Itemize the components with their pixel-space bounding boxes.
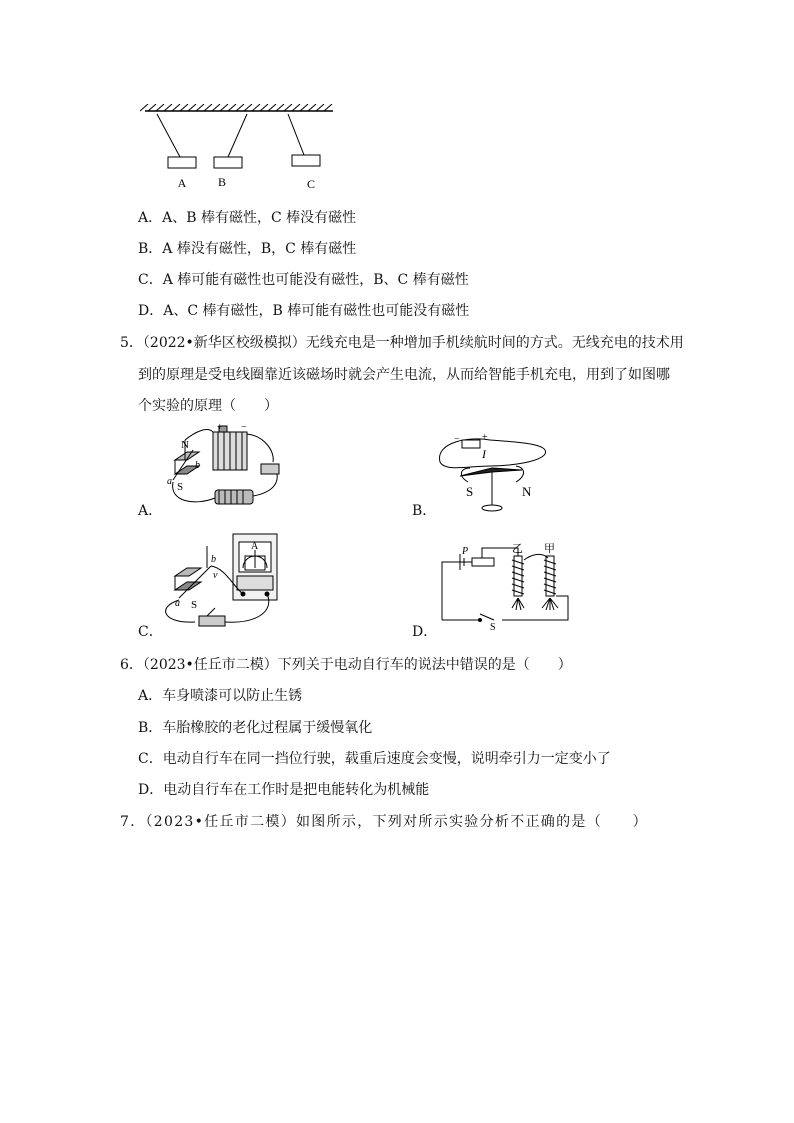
fig-b-plus-label: + <box>482 432 488 443</box>
fig-a-b-label: b <box>195 460 200 471</box>
label-A: A <box>177 176 187 190</box>
figure-c-galvanometer-circuit <box>155 528 295 633</box>
q6-option-c: C．电动自行车在同一挡位行驶，载重后速度会变慢，说明牵引力一定变小了 <box>138 751 611 767</box>
q7-stem: 7．（2023•任丘市二模）如图所示，下列对所示实验分析不正确的是（ ） <box>120 814 648 830</box>
q5-stem-line-1: 5．（2022•新华区校级模拟）无线充电是一种增加手机续航时间的方式。无线充电的技术用 <box>120 335 684 351</box>
figure-d-electromagnets-circuit <box>432 540 582 630</box>
fig-c-b-label: b <box>211 554 216 565</box>
q5-stem-line-2: 到的原理是受电线圈靠近该磁场时就会产生电流，从而给智能手机充电，用到了如图哪 <box>138 367 670 383</box>
q5-choice-c-label: C． <box>138 624 163 640</box>
fig-a-n-label: N <box>181 439 189 451</box>
fig-b-n-label: N <box>522 484 532 499</box>
q6-option-a: A．车身喷漆可以防止生锈 <box>138 688 303 704</box>
figure-b-oersted-experiment <box>430 432 555 522</box>
fig-c-v-label: v <box>213 570 218 581</box>
q5-choice-b-label: B． <box>412 503 437 519</box>
label-B: B <box>217 175 227 189</box>
fig-a-minus-label: − <box>241 422 247 433</box>
fig-d-p-label: P <box>462 546 469 557</box>
fig-c-s-label: S <box>191 599 198 611</box>
q5-choice-d-label: D． <box>412 624 438 640</box>
fig-b-current-label: I <box>482 447 486 461</box>
q4-option-b: B．A 棒没有磁性，B，C 棒有磁性 <box>138 241 357 257</box>
fig-a-a-label: a <box>167 476 172 487</box>
fig-c-a-label: a <box>175 598 180 609</box>
q4-option-a: A．A、B 棒有磁性，C 棒没有磁性 <box>138 210 357 226</box>
fig-c-ammeter-label: A <box>251 541 259 552</box>
fig-a-s-label: S <box>177 481 184 493</box>
q4-option-c: C．A 棒可能有磁性也可能没有磁性，B、C 棒有磁性 <box>138 272 469 288</box>
fig-d-s-label: S <box>490 622 496 630</box>
fig-b-minus-label: − <box>454 434 460 445</box>
fig-d-jia-label: 甲 <box>544 543 555 555</box>
q4-option-d: D．A、C 棒有磁性，B 棒可能有磁性也可能没有磁性 <box>138 303 470 319</box>
q6-stem: 6．（2023•任丘市二模）下列关于电动自行车的说法中错误的是（ ） <box>120 657 572 673</box>
fig-a-plus-label: + <box>217 422 223 433</box>
fig-b-s-label: S <box>466 484 474 499</box>
q6-option-b: B．车胎橡胶的老化过程属于缓慢氧化 <box>138 720 373 736</box>
q6-option-d: D．电动自行车在工作时是把电能转化为机械能 <box>138 782 430 798</box>
figure-a-electromagnetic-circuit <box>155 422 295 517</box>
q5-stem-line-3: 个实验的原理（ ） <box>138 398 278 414</box>
hanging-bars-figure <box>140 104 340 194</box>
fig-d-yi-label: 乙 <box>512 543 523 555</box>
label-C: C <box>306 177 316 191</box>
q5-choice-a-label: A． <box>138 503 163 519</box>
